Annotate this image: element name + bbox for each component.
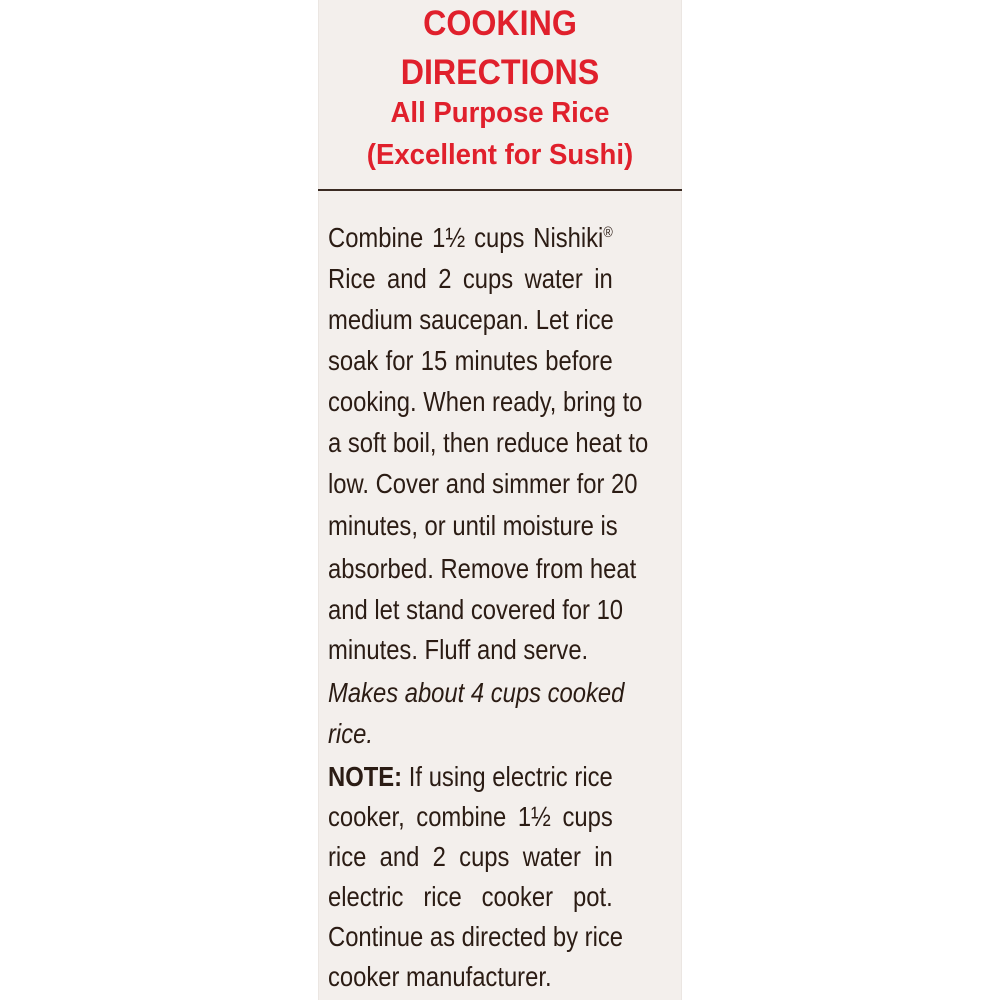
direction-line-6: a soft boil, then reduce heat to — [328, 427, 649, 458]
note-line-3: rice and 2 cups water in — [328, 841, 613, 872]
subtitle-2: (Excellent for Sushi) — [366, 139, 634, 171]
direction-line-2: Rice and 2 cups water in — [328, 263, 613, 294]
note-label: NOTE: — [328, 761, 403, 792]
note-line-1-text: If using electric rice — [402, 761, 613, 792]
direction-line-1 — [328, 224, 613, 252]
direction-line-7: low. Cover and simmer for 20 — [328, 468, 638, 499]
registered-mark: ® — [603, 224, 613, 241]
heading-line-2: DIRECTIONS — [400, 53, 600, 92]
yield-line-1: Makes about 4 cups cooked — [328, 677, 625, 708]
note-line-4: electric rice cooker pot. — [328, 881, 613, 912]
direction-line-4: soak for 15 minutes before — [328, 345, 613, 376]
direction-line-10: and let stand covered for 10 — [328, 594, 624, 625]
divider — [318, 189, 682, 191]
direction-line-3: medium saucepan. Let rice — [328, 304, 614, 335]
direction-line-9: absorbed. Remove from heat — [328, 553, 637, 584]
note-line-5: Continue as directed by rice — [328, 921, 624, 952]
note-line-6: cooker manufacturer. — [328, 961, 552, 992]
yield-line-2: rice. — [328, 718, 373, 749]
heading-line-1: COOKING — [423, 4, 577, 43]
subtitle: All Purpose Rice — [390, 97, 610, 129]
direction-line-5: cooking. When ready, bring to — [328, 386, 643, 417]
direction-line-1-text: Combine 1½ cups Nishiki — [328, 222, 604, 253]
direction-line-8: minutes, or until moisture is — [328, 510, 618, 541]
cooking-directions-panel — [318, 0, 682, 1000]
note-line-2: cooker, combine 1½ cups — [328, 801, 613, 832]
note-line-1 — [328, 763, 613, 791]
direction-line-11: minutes. Fluff and serve. — [328, 634, 589, 665]
